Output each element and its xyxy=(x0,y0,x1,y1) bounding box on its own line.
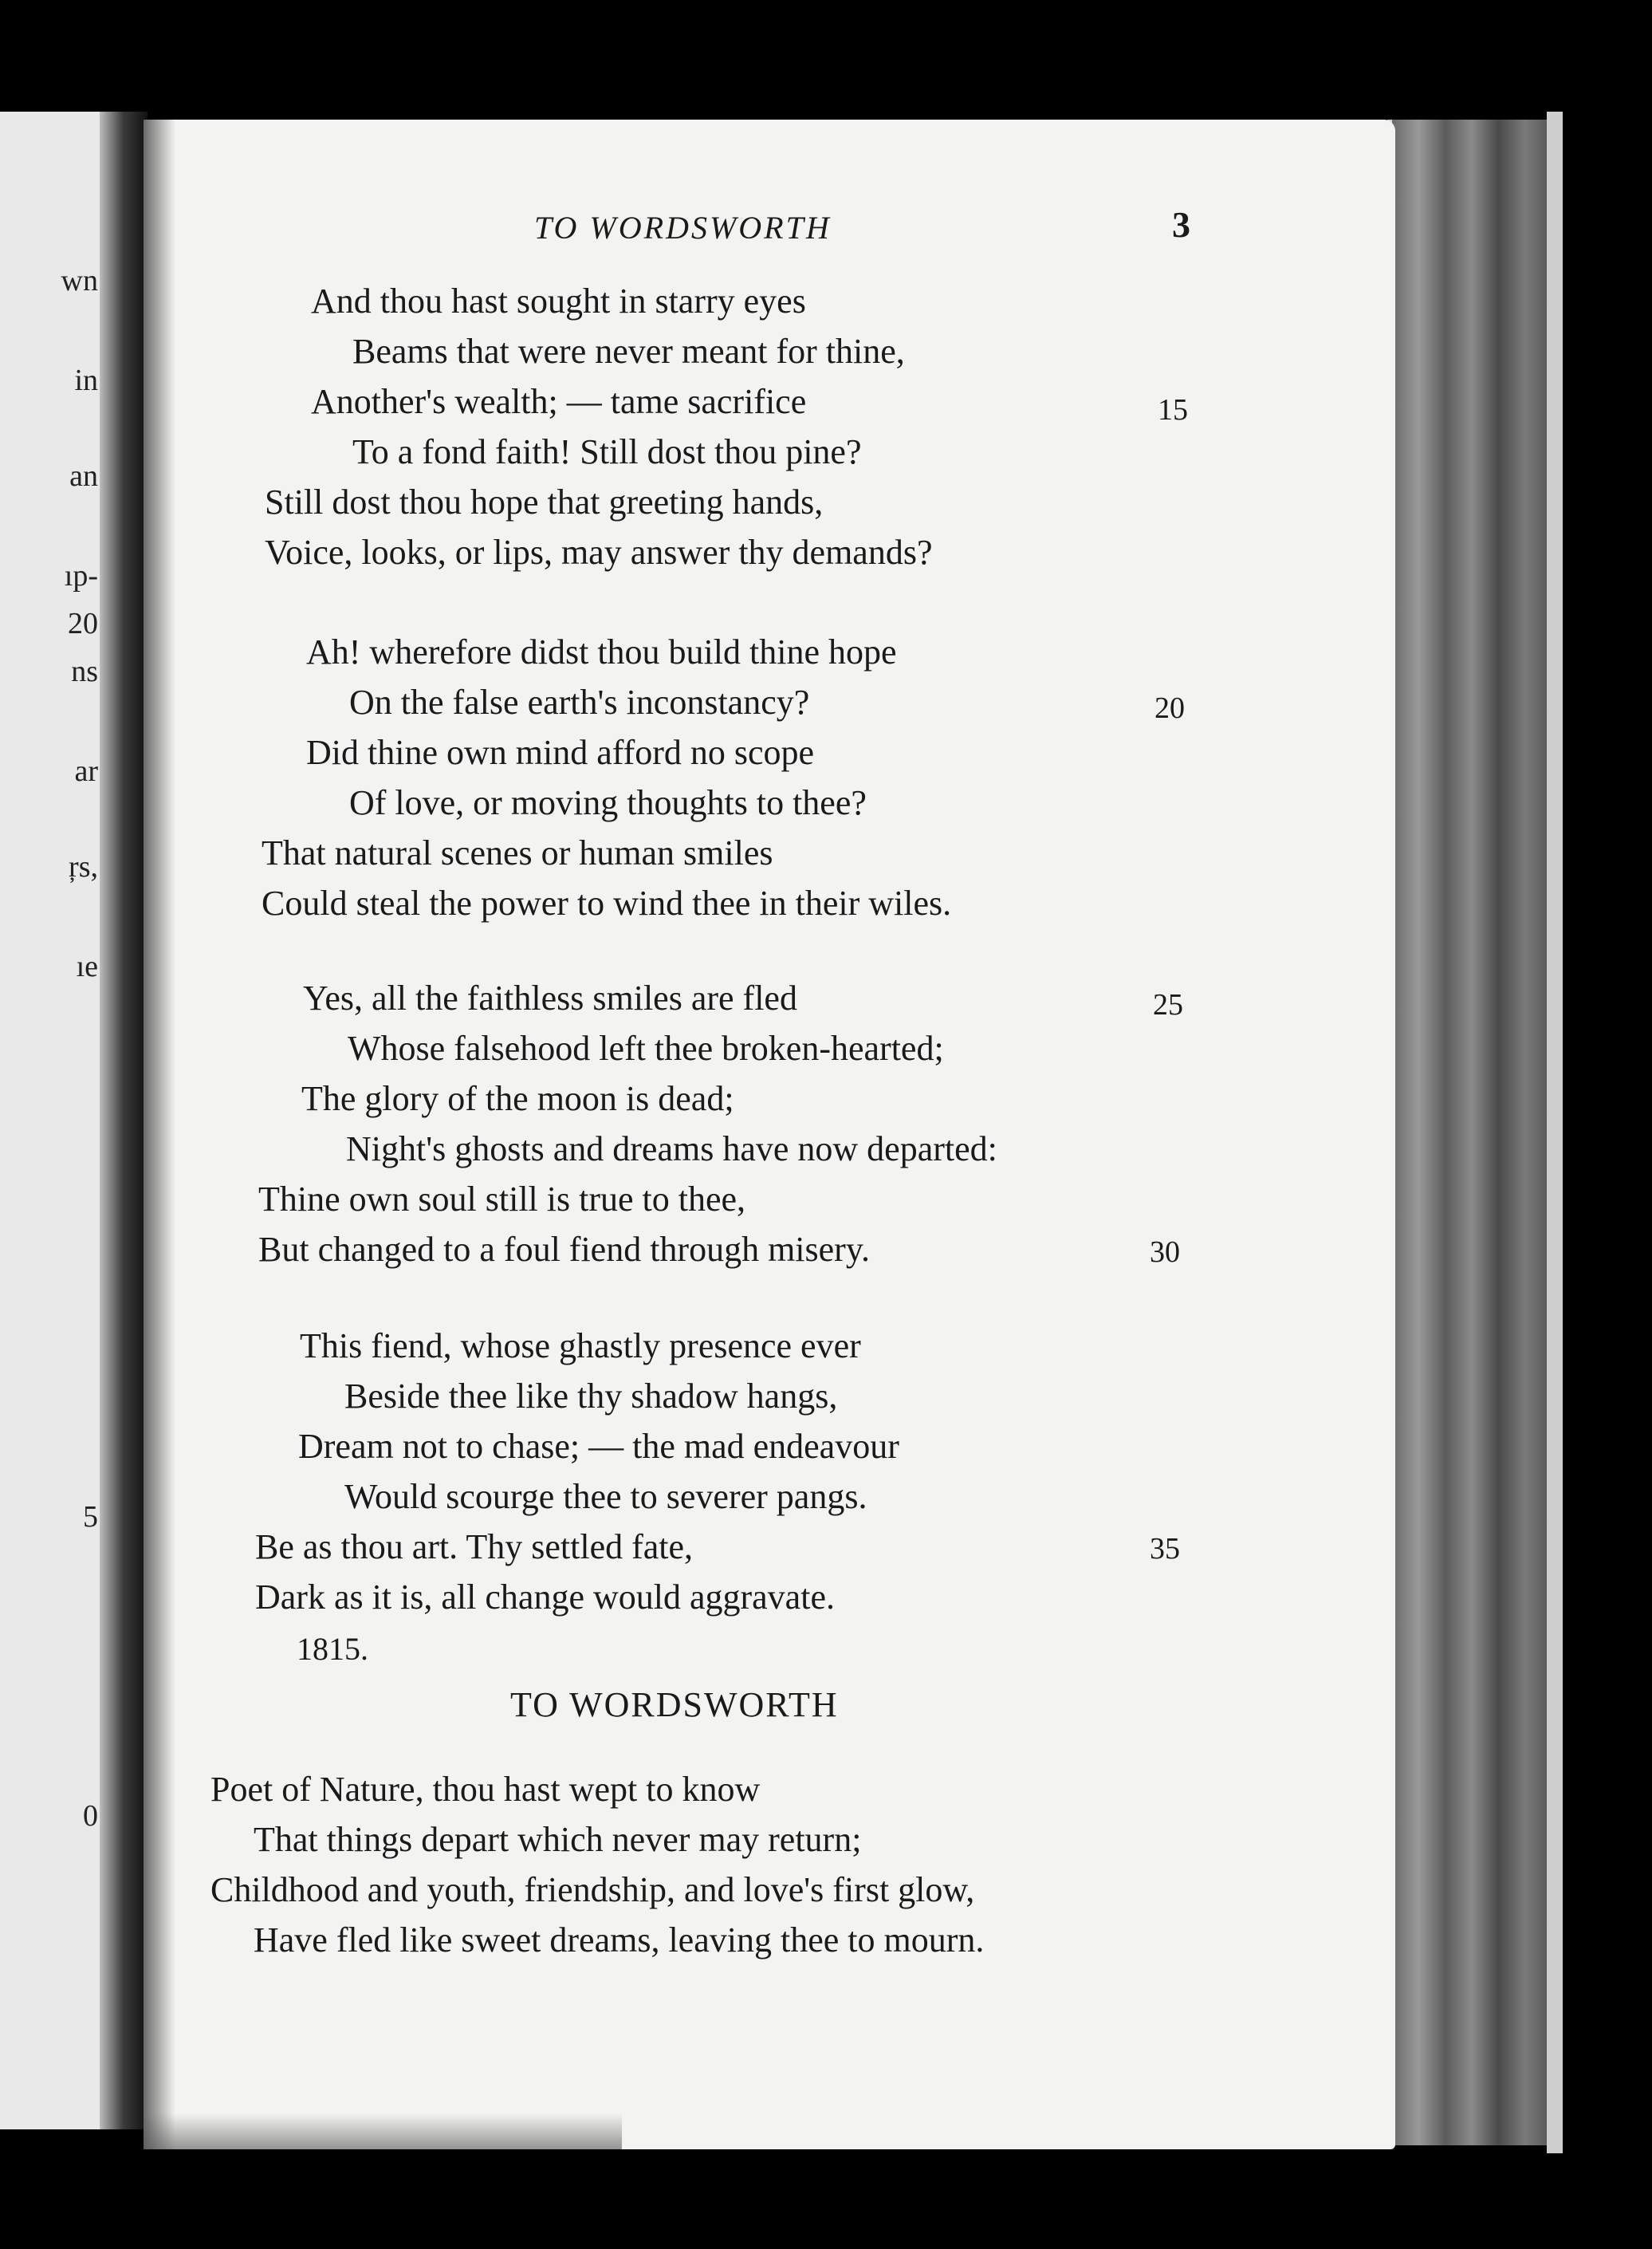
poem-line: Did thine own mind afford no scope xyxy=(306,733,815,772)
left-page-fragment: ŗs, xyxy=(69,850,98,884)
poem-line: Have fled like sweet dreams, leaving thee to mourn. xyxy=(254,1920,985,1960)
left-page-fragment: 20 xyxy=(68,607,98,640)
left-page xyxy=(0,112,116,2129)
poem-line: Night's ghosts and dreams have now departed: xyxy=(346,1129,997,1168)
poem-line: Yes, all the faithless smiles are fled xyxy=(303,979,797,1018)
poem-line: Of love, or moving thoughts to thee? xyxy=(349,783,867,822)
left-page-fragment: 5 xyxy=(83,1500,98,1534)
left-page-fragment: in xyxy=(74,364,98,397)
poem-line: And thou hast sought in starry eyes xyxy=(311,282,806,321)
poem-line: That things depart which never may return; xyxy=(254,1820,862,1859)
book-gutter xyxy=(100,112,148,2129)
poem-line: Thine own soul still is true to thee, xyxy=(258,1180,746,1219)
left-page-fragment: ar xyxy=(74,754,98,788)
poem-line: Childhood and youth, friendship, and love's first glow, xyxy=(210,1870,975,1909)
line-number: 35 xyxy=(1150,1532,1180,1566)
left-page-fragment: ıe xyxy=(76,950,98,983)
poem-line: To a fond faith! Still dost thou pine? xyxy=(352,432,862,471)
poem-line: This fiend, whose ghastly presence ever xyxy=(300,1326,861,1365)
line-number: 25 xyxy=(1153,988,1183,1022)
gutter-shadow xyxy=(144,120,175,2149)
poem-line: Whose falsehood left thee broken-hearted; xyxy=(348,1029,944,1068)
poem-line: Dark as it is, all change would aggravate. xyxy=(255,1577,835,1617)
line-number: 30 xyxy=(1150,1235,1180,1269)
page-bottom-shadow xyxy=(144,2113,622,2149)
poem-line: Still dost thou hope that greeting hands, xyxy=(265,482,824,522)
poem-line: That natural scenes or human smiles xyxy=(262,833,773,872)
poem-line: The glory of the moon is dead; xyxy=(301,1079,734,1118)
poem-line: Be as thou art. Thy settled fate, xyxy=(255,1527,694,1566)
page-edges xyxy=(1387,120,1552,2145)
left-page-fragment: 0 xyxy=(83,1799,98,1833)
left-page-fragment: ns xyxy=(71,655,98,688)
poem-line: Voice, looks, or lips, may answer thy demands? xyxy=(265,533,933,572)
line-number: 20 xyxy=(1154,691,1185,725)
poem-line: Would scourge thee to severer pangs. xyxy=(344,1477,867,1516)
poem-title: TO WORDSWORTH xyxy=(510,1685,839,1724)
poem-line: Beside thee like thy shadow hangs, xyxy=(344,1377,838,1416)
poem-line: On the false earth's inconstancy? xyxy=(349,683,810,722)
poem-line: Ah! wherefore didst thou build thine hope xyxy=(306,632,897,672)
left-page-fragment: an xyxy=(69,459,98,493)
line-number: 15 xyxy=(1158,393,1188,427)
poem-line: Another's wealth; — tame sacrifice xyxy=(311,382,807,421)
poem-line: Dream not to chase; — the mad endeavour xyxy=(298,1427,899,1466)
left-page-fragment: ıp- xyxy=(64,559,98,593)
poem-date: 1815. xyxy=(297,1631,368,1667)
book-cover-edge xyxy=(1547,112,1563,2153)
poem-line: Could steal the power to wind thee in their wiles. xyxy=(262,884,952,923)
left-page-fragment: wn xyxy=(61,264,98,297)
running-head: TO WORDSWORTH xyxy=(534,210,832,246)
poem-line: Beams that were never meant for thine, xyxy=(352,332,905,371)
poem-line: Poet of Nature, thou hast wept to know xyxy=(210,1770,761,1809)
page-number: 3 xyxy=(1172,204,1190,245)
poem-line: But changed to a foul fiend through misery. xyxy=(258,1230,870,1269)
